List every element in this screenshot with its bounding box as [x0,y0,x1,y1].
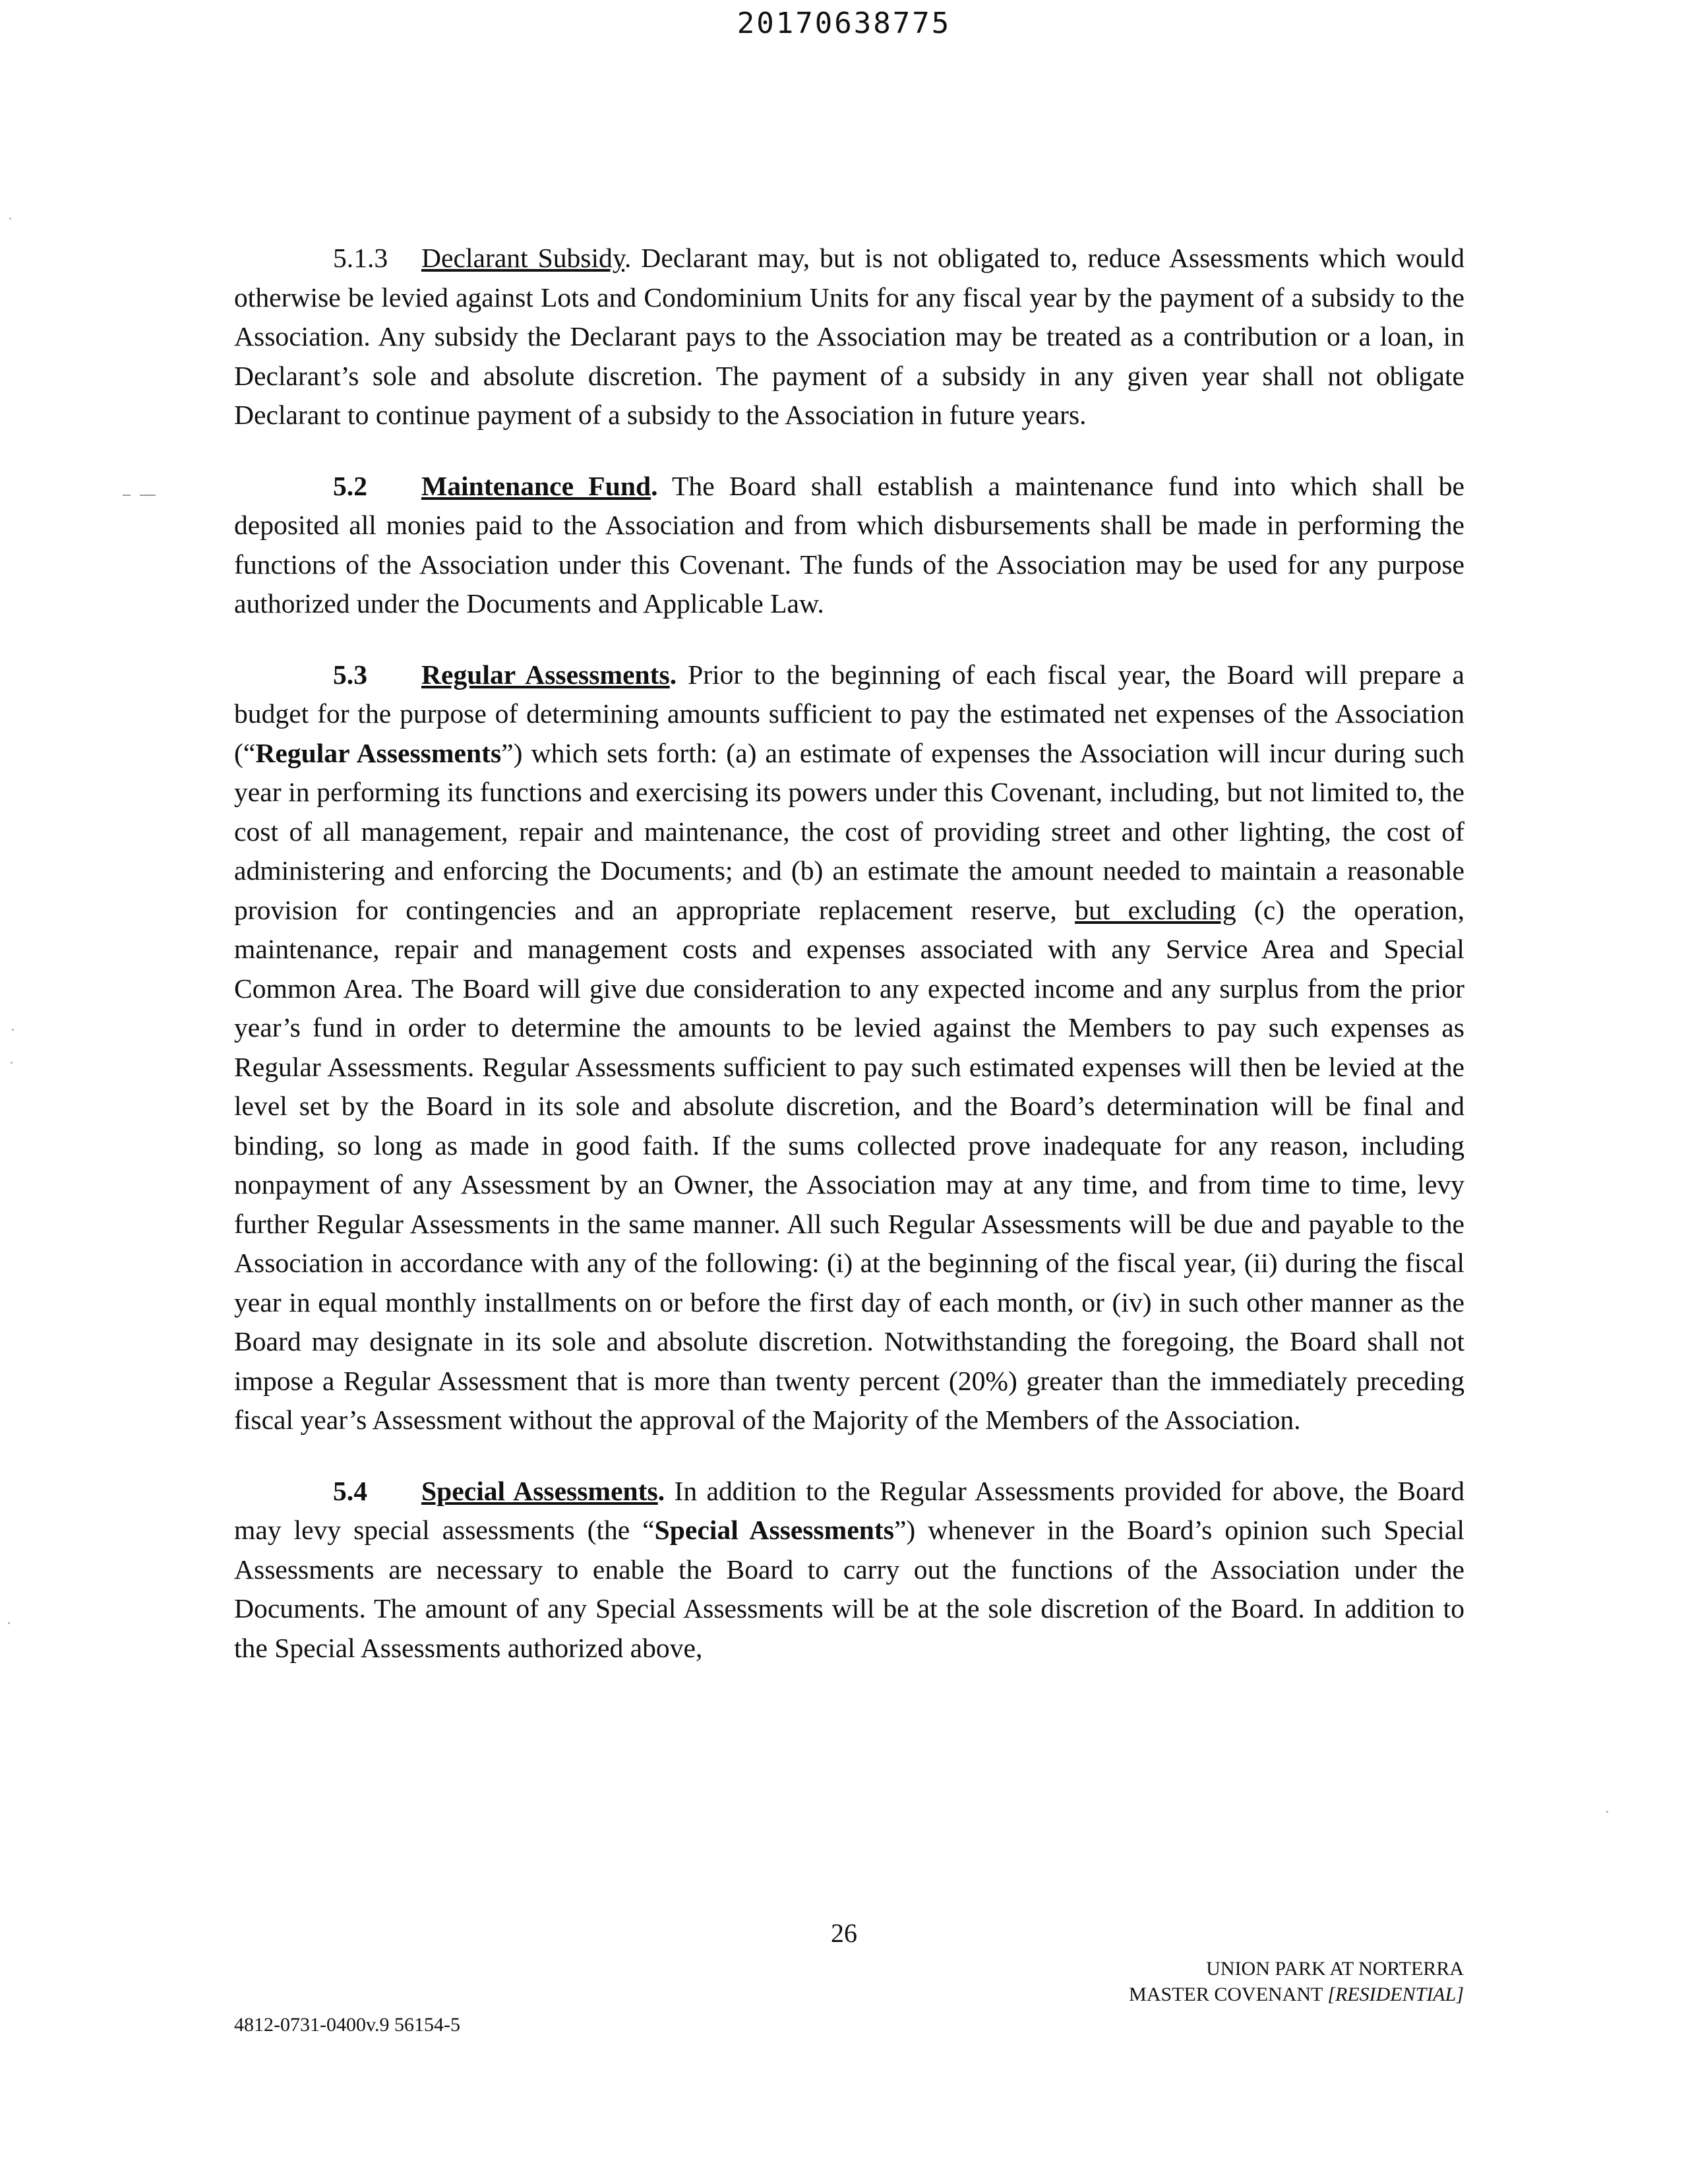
defined-term: Special Assessments [654,1515,894,1545]
section-text: ”) whenever in the Board’s opinion such Special Assessments are necessary to enable the Board to carry out the functions of the Association under the Documents. The amount of any Special Assessments will be at the sole discretion of the Board. In addition to the Special Assessments authorized above, [234,1515,1465,1663]
section-text: Declarant may, but is not obligated to, reduce Assessments which would otherwise be levied against Lots and Condominium Units for any fiscal year by the payment of a subsidy to the Association. Any subsidy the Declarant pays to the Association may be treated as a contribution or a loan, in Declarant’s sole and absolute discretion. The payment of a subsidy in any given year shall not obligate Declarant to continue payment of a subsidy to the Association in future years. [234,243,1465,430]
scan-speck [11,1062,13,1064]
section-text: ”) which sets forth: (a) an estimate of expenses the Association will incur during such year in performing its functions and exercising its powers under this Covenant, including, but not limited to, the cost of all management, repair and maintenance, the cost of providing street and other lighting, the cost of administering and enforcing the Documents; and (b) an estimate the amount needed to maintain a reasonable provision for contingencies and an appropriate replacement reserve, [234,737,1465,925]
section-heading: Regular Assessments [421,659,670,690]
heading-punctuation: . [669,659,677,690]
margin-mark [123,495,131,496]
section-text: Prior to the beginning of each fiscal year, the Board will prepare a budget for the purpose of determining amounts sufficient to pay the estimated net expenses of the Association (“ [234,659,1464,768]
scan-speck [1606,1811,1608,1813]
footer-title-line [1129,1982,1464,2007]
footer-title-qualifier: [RESIDENTIAL] [1327,1984,1464,2005]
section-heading: Maintenance Fund [421,470,651,501]
section-number: 5.4 [333,1475,367,1506]
section-heading: Special Assessments [421,1475,658,1506]
section-5-1-3 [234,239,1464,435]
defined-term: Regular Assessments [255,737,502,768]
section-text: The Board shall establish a maintenance fund into which shall be deposited all monies paid to the Association and from which disbursements shall be made in performing the functions of the Association under this Covenant. The funds of the Association may be used for any purpose authorized under the Documents and Applicable Law. [234,470,1464,619]
section-number: 5.2 [333,470,367,501]
scan-speck [8,1622,10,1624]
section-number: 5.1.3 [333,243,388,273]
footer-project-name: UNION PARK AT NORTERRA [1206,1958,1464,1980]
heading-punctuation: . [651,470,658,501]
footer-document-title [1129,1956,1464,2007]
section-number: 5.3 [333,659,367,690]
heading-punctuation: . [624,243,632,273]
page-number: 26 [831,1918,857,1948]
scan-speck [12,1029,14,1031]
document-number: 20170638775 [737,7,951,40]
document-body [234,239,1464,1668]
section-5-3 [234,655,1464,1440]
section-5-2 [234,467,1464,624]
scan-speck [9,218,11,220]
section-5-4 [234,1472,1464,1668]
section-text: (c) the operation, maintenance, repair and management costs and expenses associated with any Service Area and Special Common Area. The Board will give due consideration to any expected income and any surplus from the prior year’s fund in order to determine the amounts to be levied against the Members to pay such expenses as Regular Assessments. Regular Assessments sufficient to pay such estimated expenses will then be levied at the level set by the Board in its sole and absolute discretion, and the Board’s determination will be final and binding, so long as made in good faith. If the sums collected prove inadequate for any reason, including nonpayment of any Assessment by an Owner, the Association may at any time, and from time to time, levy further Regular Assessments in the same manner. All such Regular Assessments will be due and payable to the Association in accordance with any of the following: (i) at the beginning of the fiscal year, (ii) during the fiscal year in equal monthly installments on or before the first day of each month, or (iv) in such other manner as the Board may designate in its sole and absolute discretion. Notwithstanding the foregoing, the Board shall not impose a Regular Assessment that is more than twenty percent (20%) greater than the immediately preceding fiscal year’s Assessment without the approval of the Majority of the Members of the Association. [234,894,1464,1435]
heading-punctuation: . [657,1475,665,1506]
section-heading: Declarant Subsidy [421,243,624,273]
underlined-phrase: but excluding [1075,894,1236,925]
footer-doc-id: 4812-0731-0400v.9 56154-5 [234,2014,461,2036]
footer-title: MASTER COVENANT [1129,1984,1328,2005]
section-text: In addition to the Regular Assessments provided for above, the Board may levy special assessments (the “ [234,1475,1464,1545]
margin-mark [140,495,156,496]
